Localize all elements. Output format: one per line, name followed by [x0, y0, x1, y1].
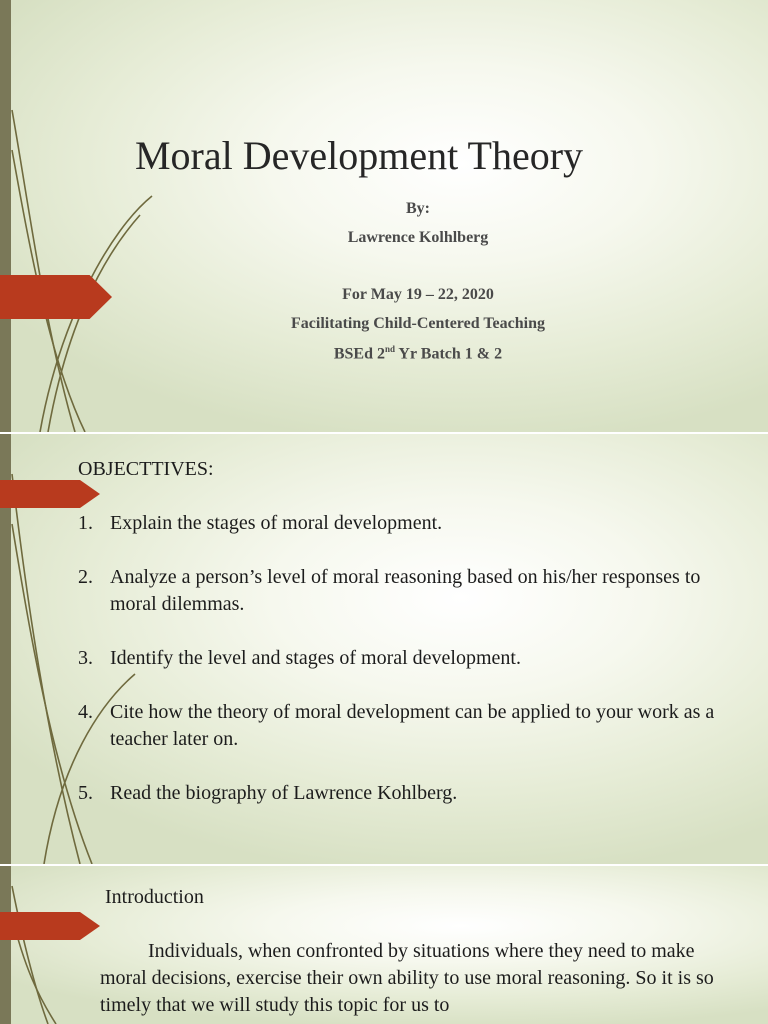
by-label: By:: [406, 200, 430, 217]
objectives-heading: OBJECTTIVES:: [78, 458, 214, 480]
objectives-slide: [0, 434, 768, 864]
title-slide: [0, 0, 768, 432]
objective-item: 2. Analyze a person’s level of moral reasoning based on his/her responses to moral dilemmas.: [78, 566, 701, 615]
class-line: BSEd 2nd Yr Batch 1 & 2: [333, 344, 503, 363]
slide-title: Moral Development Theory: [134, 133, 584, 178]
objective-item: 1. Explain the stages of moral development.: [78, 512, 443, 534]
objective-item: 4. Cite how the theory of moral development can be applied to your work as a teacher later on.: [78, 701, 715, 750]
slide-marker-tab: [0, 480, 100, 508]
introduction-body: Individuals, when confronted by situations where they need to make moral decisions, exercise their own ability to use moral reasoning. So it is so timely that we will study this topic for us to: [100, 940, 714, 1016]
course-name: Facilitating Child-Centered Teaching: [291, 315, 545, 332]
introduction-slide: [0, 866, 768, 1024]
introduction-heading: Introduction: [105, 886, 204, 908]
slide-marker-tab: [0, 912, 100, 940]
objective-item: 3. Identify the level and stages of moral development.: [78, 647, 521, 669]
author: Lawrence Kolhlberg: [347, 229, 489, 246]
objective-item: 5. Read the biography of Lawrence Kohlberg.: [78, 782, 458, 804]
date-line: For May 19 – 22, 2020: [342, 286, 494, 303]
